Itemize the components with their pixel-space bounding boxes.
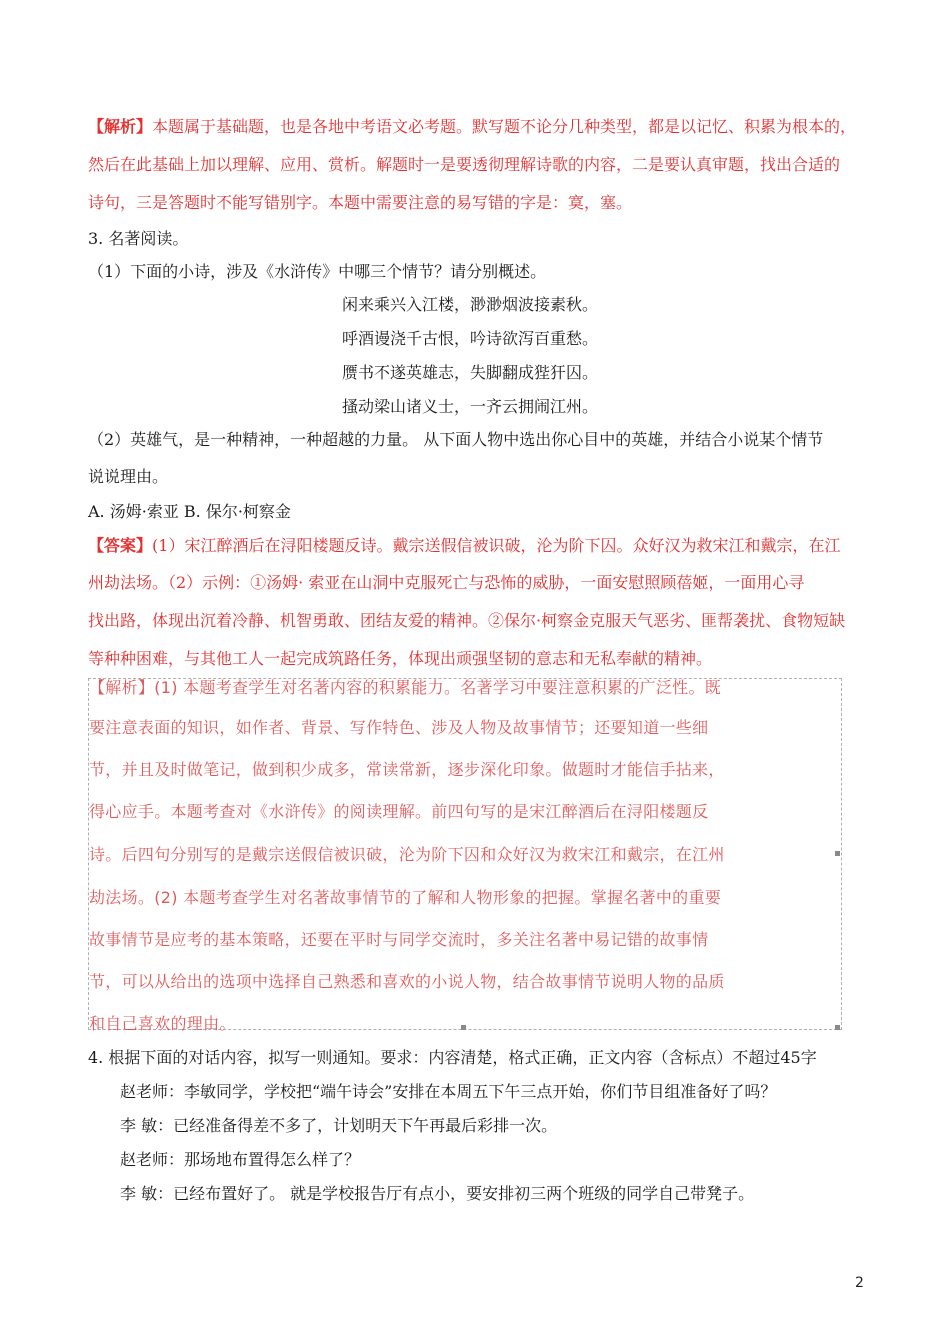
analysis-line-2: 然后在此基础上加以理解、应用、赏析。解题时一是要透彻理解诗歌的内容，二是要认真审题，找出合适的: [88, 155, 841, 174]
question-3-options: A. 汤姆·索亚 B. 保尔·柯察金: [88, 502, 291, 521]
question-3-sub2-line-2: 说说理由。: [88, 467, 169, 486]
question-4-title: 4. 根据下面的对话内容，拟写一则通知。要求：内容清楚，格式正确，正文内容（含标点）不超过45字: [88, 1048, 817, 1067]
poem-line-3: 赝书不遂英雄志，失脚翻成狴犴囚。: [342, 363, 599, 382]
dialog-line-3: 赵老师：那场地布置得怎么样了？: [120, 1150, 361, 1169]
analysis2-line-6: 劫法场。(2) 本题考查学生对名著故事情节的了解和人物形象的把握。掌握名著中的重要: [89, 888, 722, 907]
analysis2-line-1: 【解析】(1) 本题考查学生对名著内容的积累能力。名著学习中要注意积累的广泛性。既: [89, 678, 722, 697]
resize-handle-bottom[interactable]: [461, 1025, 466, 1030]
analysis2-line-3: 节，并且及时做笔记，做到积少成多，常读常新，逐步深化印象。做题时才能信手拈来，: [89, 760, 725, 779]
poem-line-2: 呼酒谩浇千古恨，吟诗欲泻百重愁。: [342, 329, 599, 348]
answer-line-3: 找出路，体现出沉着冷静、机智勇敢、团结友爱的精神。②保尔·柯察金克服天气恶劣、匪帮袭扰、食物短缺: [88, 611, 846, 630]
analysis-tag: 【解析】: [88, 117, 153, 136]
analysis2-line-8: 节，可以从给出的选项中选择自己熟悉和喜欢的小说人物，结合故事情节说明人物的品质: [89, 972, 725, 991]
question-3-sub2-line-1: （2）英雄气，是一种精神，一种超越的力量。 从下面人物中选出你心目中的英雄，并结合小说某个情节: [88, 430, 824, 449]
analysis2-line-2: 要注意表面的知识，如作者、背景、写作特色、涉及人物及故事情节；还要知道一些细: [89, 718, 709, 737]
analysis-line-3: 诗句，三是答题时不能写错别字。本题中需要注意的易写错的字是：寞，塞。: [88, 193, 633, 212]
dialog-line-2: 李 敏：已经准备得差不多了，计划明天下午再最后彩排一次。: [120, 1116, 558, 1135]
analysis2-line-4: 得心应手。本题考查对《水浒传》的阅读理解。前四句写的是宋江醉酒后在浔阳楼题反: [89, 802, 709, 821]
analysis-line-1: 【解析】本题属于基础题，也是各地中考语文必考题。默写题不论分几种类型，都是以记忆、积累为根本的，: [88, 117, 857, 136]
poem-line-4: 搔动梁山诸义士，一齐云拥闹江州。: [342, 397, 599, 416]
answer-line-4: 等种种困难，与其他工人一起完成筑路任务，体现出顽强坚韧的意志和无私奉献的精神。: [88, 649, 713, 668]
poem-line-1: 闲来乘兴入江楼，渺渺烟波接素秋。: [342, 295, 599, 314]
resize-handle-corner[interactable]: [835, 1025, 840, 1030]
resize-handle-right[interactable]: [835, 851, 840, 856]
answer-line-1: 【答案】(1）宋江醉酒后在浔阳楼题反诗。戴宗送假信被识破，沦为阶下囚。众好汉为救宋江和戴宗，在江: [88, 536, 841, 555]
analysis2-line-9: 和自己喜欢的理由。: [89, 1014, 236, 1033]
question-3-title: 3. 名著阅读。: [88, 229, 189, 248]
analysis2-line-7: 故事情节是应考的基本策略，还要在平时与同学交流时，多关注名著中易记错的故事情: [89, 930, 709, 949]
answer-line-2: 州劫法场。（2）示例：①汤姆· 索亚在山洞中克服死亡与恐怖的威胁，一面安慰照顾蓓姬，一面用心寻: [88, 573, 805, 592]
dialog-line-1: 赵老师：李敏同学，学校把“端午诗会”安排在本周五下午三点开始，你们节目组准备好了吗？: [120, 1082, 777, 1101]
page-number: 2: [855, 1275, 864, 1291]
analysis-image-box[interactable]: [88, 678, 842, 1033]
analysis2-line-5: 诗。后四句分别写的是戴宗送假信被识破，沦为阶下囚和众好汉为救宋江和戴宗，在江州: [89, 845, 725, 864]
answer-tag: 【答案】: [88, 536, 153, 555]
question-3-sub1: （1）下面的小诗，涉及《水浒传》中哪三个情节？请分别概述。: [88, 262, 547, 281]
dialog-line-4: 李 敏：已经布置好了。 就是学校报告厅有点小，要安排初三两个班级的同学自己带凳子。: [120, 1184, 755, 1203]
